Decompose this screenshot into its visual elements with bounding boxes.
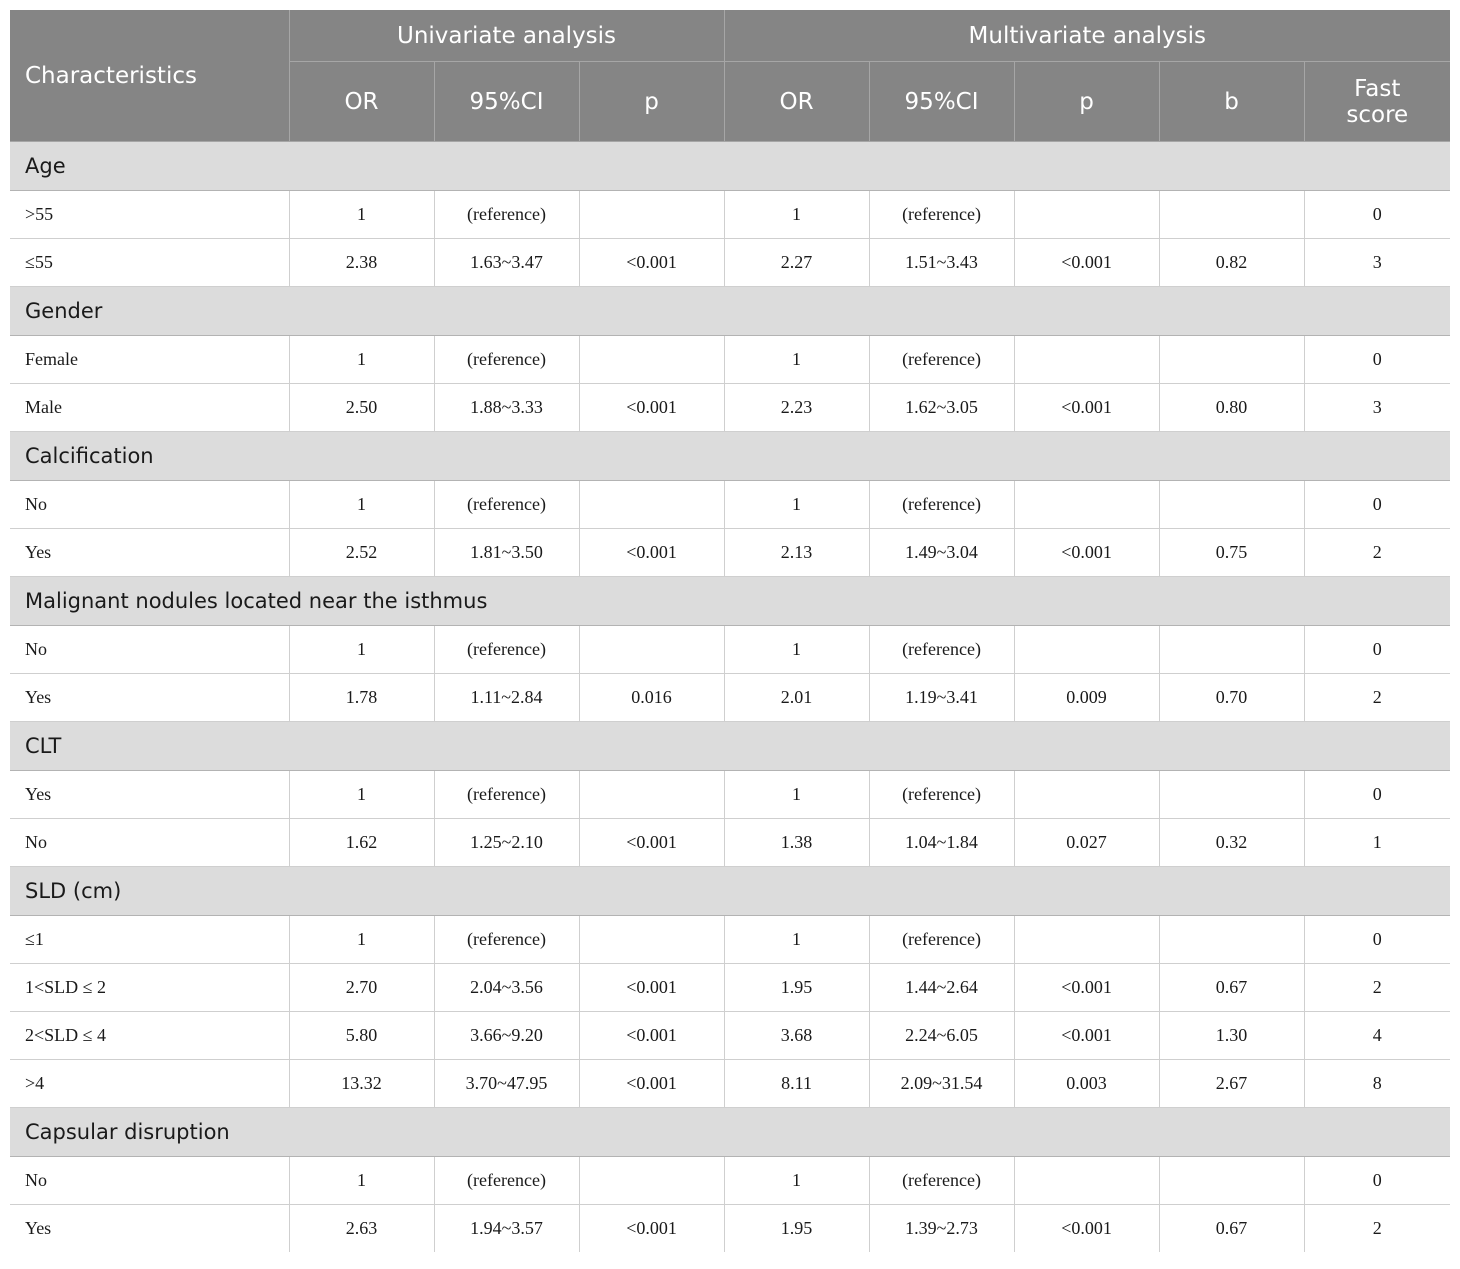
regression-table (10, 10, 1450, 1252)
table-header (10, 10, 1450, 142)
uni-ci-cell: (reference) (434, 191, 579, 239)
uni-p-cell: <0.001 (579, 239, 724, 287)
b-value-cell (1159, 771, 1304, 819)
multi-ci-cell: 1.04~1.84 (869, 819, 1014, 867)
b-value-cell (1159, 1157, 1304, 1205)
uni-p-cell (579, 336, 724, 384)
group-row (10, 287, 1450, 336)
fast-score-cell: 4 (1304, 1012, 1450, 1060)
multi-ci-cell: 1.44~2.64 (869, 964, 1014, 1012)
uni-or-cell: 1.62 (289, 819, 434, 867)
multi-p-cell: <0.001 (1014, 384, 1159, 432)
uni-or-cell: 2.38 (289, 239, 434, 287)
uni-p-cell: <0.001 (579, 1205, 724, 1253)
row-label-cell: >4 (10, 1060, 289, 1108)
multi-p-cell (1014, 771, 1159, 819)
group-label: Age (10, 142, 1450, 191)
fast-score-cell: 0 (1304, 916, 1450, 964)
column-header-uni-or: OR (289, 62, 434, 142)
b-value-cell (1159, 191, 1304, 239)
row-label-cell: Female (10, 336, 289, 384)
uni-ci-cell: (reference) (434, 771, 579, 819)
uni-ci-cell: 1.81~3.50 (434, 529, 579, 577)
uni-p-cell: <0.001 (579, 1060, 724, 1108)
table-row (10, 239, 1450, 287)
row-label-cell: Yes (10, 771, 289, 819)
table-row (10, 529, 1450, 577)
table-row (10, 481, 1450, 529)
multi-p-cell (1014, 336, 1159, 384)
table-row (10, 819, 1450, 867)
b-value-cell: 0.75 (1159, 529, 1304, 577)
row-label-cell: 2<SLD ≤ 4 (10, 1012, 289, 1060)
column-header-uni-ci: 95%CI (434, 62, 579, 142)
fast-score-cell: 8 (1304, 1060, 1450, 1108)
multi-p-cell: <0.001 (1014, 1205, 1159, 1253)
uni-or-cell: 13.32 (289, 1060, 434, 1108)
multi-or-cell: 1.95 (724, 1205, 869, 1253)
fast-score-cell: 1 (1304, 819, 1450, 867)
fast-score-cell: 0 (1304, 771, 1450, 819)
characteristics-header: Characteristics (10, 10, 289, 142)
multi-ci-cell: 1.39~2.73 (869, 1205, 1014, 1253)
b-value-cell (1159, 481, 1304, 529)
uni-p-cell: 0.016 (579, 674, 724, 722)
uni-p-cell: <0.001 (579, 964, 724, 1012)
multi-ci-cell: 1.19~3.41 (869, 674, 1014, 722)
multi-ci-cell: (reference) (869, 916, 1014, 964)
uni-p-cell (579, 481, 724, 529)
group-row (10, 577, 1450, 626)
uni-or-cell: 2.52 (289, 529, 434, 577)
row-label-cell: Yes (10, 674, 289, 722)
fast-score-cell: 0 (1304, 336, 1450, 384)
uni-ci-cell: 1.88~3.33 (434, 384, 579, 432)
multi-p-cell: 0.003 (1014, 1060, 1159, 1108)
multi-ci-cell: 1.62~3.05 (869, 384, 1014, 432)
uni-p-cell (579, 191, 724, 239)
multi-or-cell: 1 (724, 771, 869, 819)
univariate-header: Univariate analysis (289, 10, 724, 62)
multi-p-cell (1014, 916, 1159, 964)
multi-ci-cell: 2.24~6.05 (869, 1012, 1014, 1060)
group-label: SLD (cm) (10, 867, 1450, 916)
uni-ci-cell: 1.25~2.10 (434, 819, 579, 867)
table-row (10, 964, 1450, 1012)
b-value-cell: 0.80 (1159, 384, 1304, 432)
uni-p-cell (579, 626, 724, 674)
row-label-cell: No (10, 1157, 289, 1205)
row-label-cell: 1<SLD ≤ 2 (10, 964, 289, 1012)
uni-ci-cell: 2.04~3.56 (434, 964, 579, 1012)
group-label: Calcification (10, 432, 1450, 481)
b-value-cell: 0.82 (1159, 239, 1304, 287)
fast-score-cell: 3 (1304, 384, 1450, 432)
b-value-cell (1159, 336, 1304, 384)
multi-or-cell: 1 (724, 336, 869, 384)
multi-ci-cell: (reference) (869, 1157, 1014, 1205)
multi-ci-cell: (reference) (869, 481, 1014, 529)
uni-or-cell: 1 (289, 336, 434, 384)
multi-p-cell: 0.027 (1014, 819, 1159, 867)
fast-score-cell: 3 (1304, 239, 1450, 287)
row-label-cell: ≤1 (10, 916, 289, 964)
multi-p-cell (1014, 1157, 1159, 1205)
b-value-cell: 2.67 (1159, 1060, 1304, 1108)
multi-p-cell: <0.001 (1014, 239, 1159, 287)
fast-score-cell: 0 (1304, 1157, 1450, 1205)
uni-ci-cell: 1.94~3.57 (434, 1205, 579, 1253)
row-label-cell: Yes (10, 529, 289, 577)
row-label-cell: No (10, 819, 289, 867)
uni-or-cell: 1 (289, 191, 434, 239)
multi-or-cell: 1 (724, 481, 869, 529)
table-row (10, 336, 1450, 384)
multi-ci-cell: (reference) (869, 771, 1014, 819)
multi-p-cell: 0.009 (1014, 674, 1159, 722)
uni-p-cell: <0.001 (579, 819, 724, 867)
table-row (10, 1060, 1450, 1108)
uni-or-cell: 1 (289, 1157, 434, 1205)
b-value-cell (1159, 916, 1304, 964)
multi-p-cell: <0.001 (1014, 1012, 1159, 1060)
column-header-multi-or: OR (724, 62, 869, 142)
row-label-cell: No (10, 626, 289, 674)
multi-p-cell: <0.001 (1014, 529, 1159, 577)
group-label: Gender (10, 287, 1450, 336)
multi-ci-cell: 2.09~31.54 (869, 1060, 1014, 1108)
table-body (10, 142, 1450, 1253)
group-label: CLT (10, 722, 1450, 771)
multi-ci-cell: (reference) (869, 336, 1014, 384)
multi-or-cell: 1 (724, 626, 869, 674)
multi-p-cell (1014, 626, 1159, 674)
multi-or-cell: 2.13 (724, 529, 869, 577)
multi-or-cell: 1.38 (724, 819, 869, 867)
column-header-b: b (1159, 62, 1304, 142)
row-label-cell: No (10, 481, 289, 529)
table-row (10, 674, 1450, 722)
multi-or-cell: 3.68 (724, 1012, 869, 1060)
multi-ci-cell: 1.51~3.43 (869, 239, 1014, 287)
group-row (10, 142, 1450, 191)
group-label: Malignant nodules located near the isthmus (10, 577, 1450, 626)
table-row (10, 191, 1450, 239)
group-row (10, 432, 1450, 481)
fast-score-cell: 2 (1372, 1218, 1382, 1238)
table-row (10, 626, 1450, 674)
row-label-cell: ≤55 (10, 239, 289, 287)
group-row (10, 722, 1450, 771)
uni-p-cell: <0.001 (579, 384, 724, 432)
group-row (10, 1108, 1450, 1157)
table-row (10, 1012, 1450, 1060)
multi-p-cell: <0.001 (1014, 964, 1159, 1012)
fast-score-cell: 2 (1304, 964, 1450, 1012)
multi-ci-cell: (reference) (869, 191, 1014, 239)
uni-ci-cell: 1.63~3.47 (434, 239, 579, 287)
multi-or-cell: 2.01 (724, 674, 869, 722)
uni-p-cell (579, 916, 724, 964)
multi-ci-cell: (reference) (869, 626, 1014, 674)
multi-or-cell: 1 (724, 916, 869, 964)
uni-p-cell (579, 771, 724, 819)
group-label: Capsular disruption (10, 1108, 1450, 1157)
uni-or-cell: 2.70 (289, 964, 434, 1012)
uni-or-cell: 2.50 (289, 384, 434, 432)
b-value-cell (1159, 626, 1304, 674)
multivariate-header: Multivariate analysis (724, 10, 1450, 62)
uni-or-cell: 1 (289, 916, 434, 964)
uni-or-cell: 1.78 (289, 674, 434, 722)
uni-or-cell: 5.80 (289, 1012, 434, 1060)
multi-or-cell: 1 (724, 1157, 869, 1205)
column-header-multi-p: p (1014, 62, 1159, 142)
fast-score-cell: 0 (1304, 626, 1450, 674)
multi-or-cell: 8.11 (724, 1060, 869, 1108)
uni-or-cell: 1 (289, 481, 434, 529)
uni-or-cell: 2.63 (289, 1205, 434, 1253)
b-value-cell: 0.32 (1159, 819, 1304, 867)
fast-score-cell: 0 (1304, 191, 1450, 239)
row-label-cell: Male (10, 384, 289, 432)
table-row (10, 384, 1450, 432)
table-row (10, 1157, 1450, 1205)
uni-ci-cell: 3.70~47.95 (434, 1060, 579, 1108)
uni-p-cell: <0.001 (579, 529, 724, 577)
multi-or-cell: 1 (724, 191, 869, 239)
uni-ci-cell: (reference) (434, 481, 579, 529)
multi-p-cell (1014, 191, 1159, 239)
b-value-cell: 0.67 (1159, 1205, 1304, 1253)
row-label-cell: >55 (10, 191, 289, 239)
group-row (10, 867, 1450, 916)
fast-score-cell: 0 (1304, 481, 1450, 529)
uni-or-cell: 1 (289, 626, 434, 674)
uni-ci-cell: (reference) (434, 916, 579, 964)
row-label-cell: Yes (10, 1205, 289, 1253)
column-header-uni-p: p (579, 62, 724, 142)
uni-ci-cell: (reference) (434, 626, 579, 674)
b-value-cell: 0.67 (1159, 964, 1304, 1012)
uni-p-cell (579, 1157, 724, 1205)
column-header-fast-score: Fast score (1304, 62, 1450, 142)
multi-or-cell: 2.23 (724, 384, 869, 432)
uni-ci-cell: 3.66~9.20 (434, 1012, 579, 1060)
table-row (10, 1205, 1450, 1253)
multi-or-cell: 2.27 (724, 239, 869, 287)
fast-score-cell: 2 (1304, 674, 1450, 722)
multi-or-cell: 1.95 (724, 964, 869, 1012)
uni-ci-cell: 1.11~2.84 (434, 674, 579, 722)
uni-p-cell: <0.001 (579, 1012, 724, 1060)
b-value-cell: 0.70 (1159, 674, 1304, 722)
uni-ci-cell: (reference) (434, 1157, 579, 1205)
uni-or-cell: 1 (289, 771, 434, 819)
uni-ci-cell: (reference) (434, 336, 579, 384)
column-header-multi-ci: 95%CI (869, 62, 1014, 142)
b-value-cell: 1.30 (1159, 1012, 1304, 1060)
table-row (10, 916, 1450, 964)
table-row (10, 771, 1450, 819)
fast-score-cell: 2 (1304, 529, 1450, 577)
multi-ci-cell: 1.49~3.04 (869, 529, 1014, 577)
multi-p-cell (1014, 481, 1159, 529)
